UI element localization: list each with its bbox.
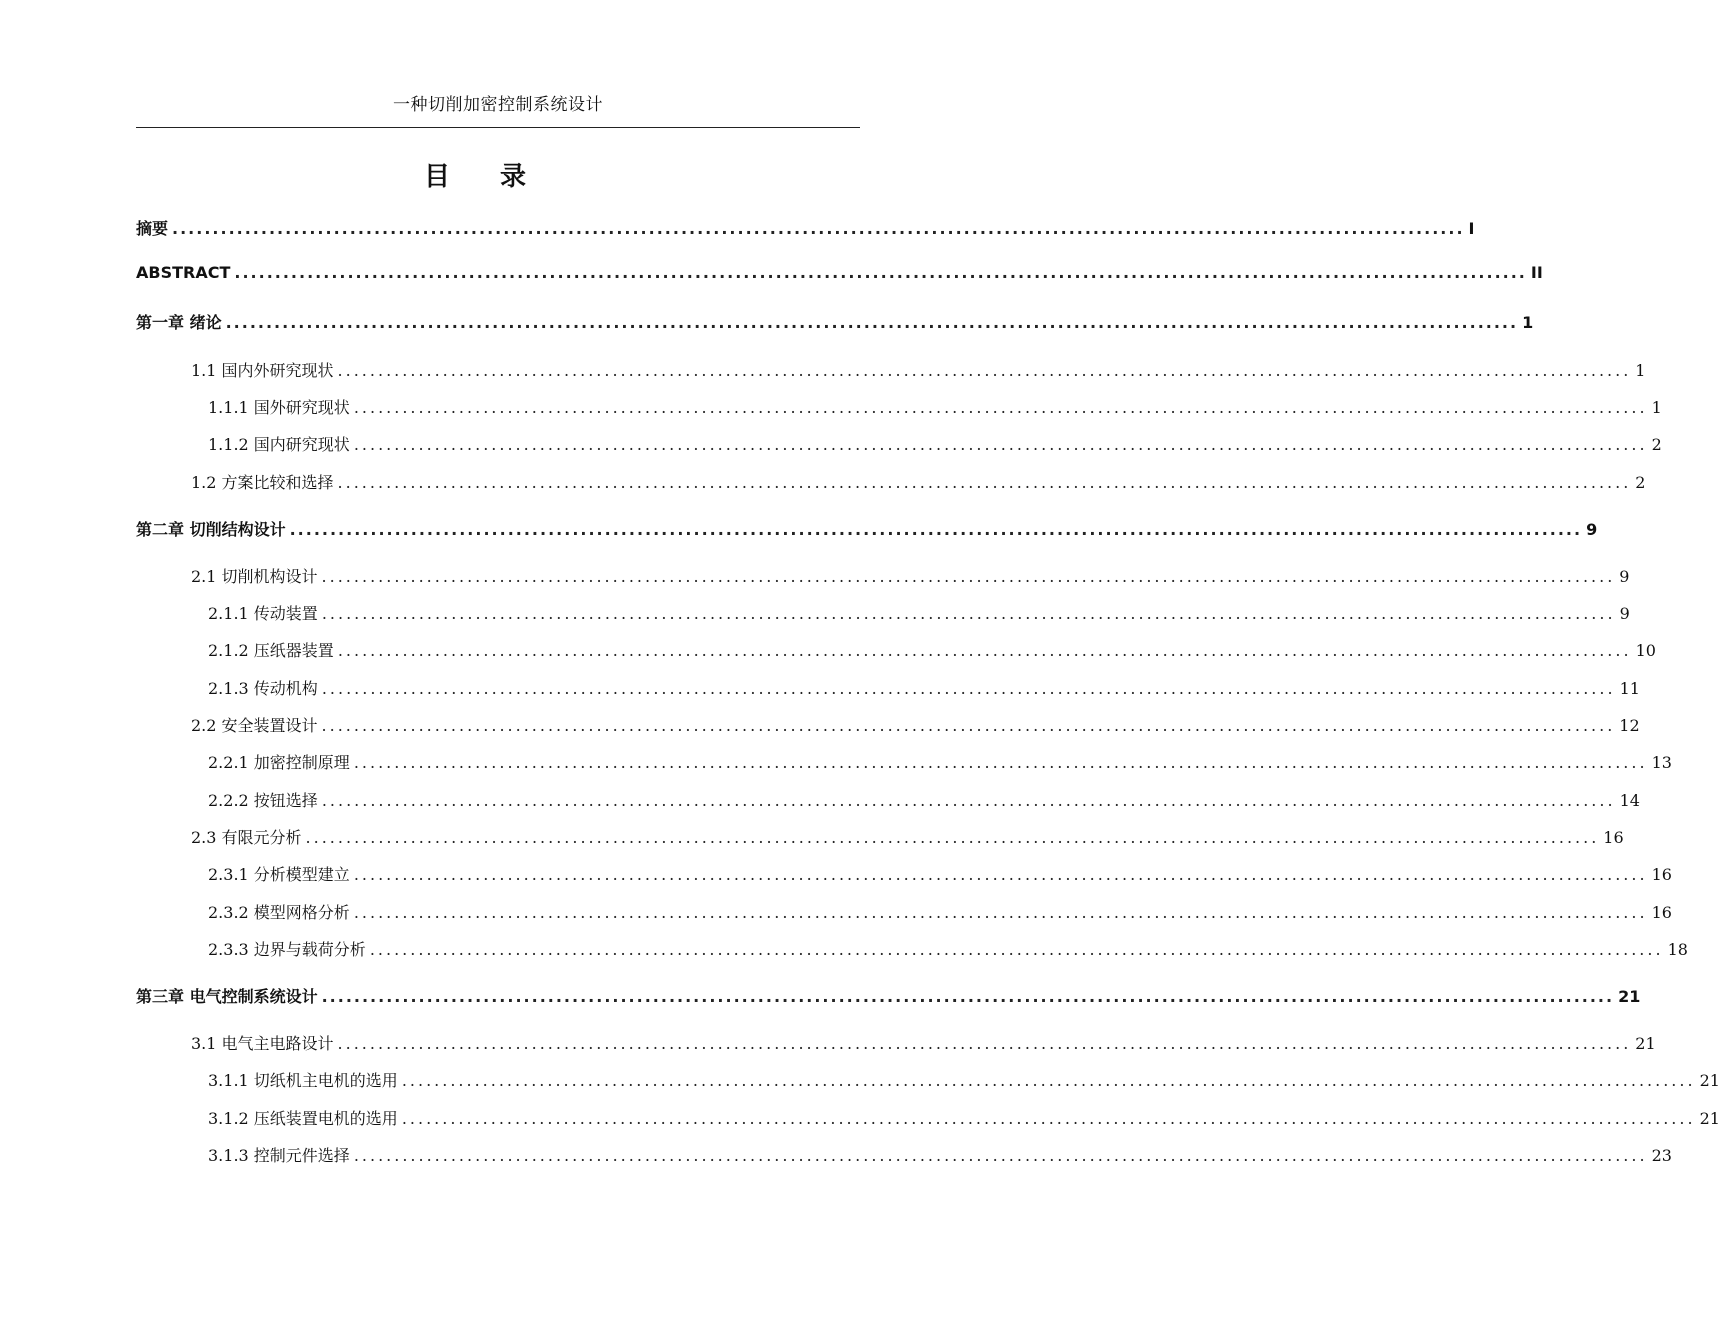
toc-dot-leader: ................................................................................................................................................................ (321, 791, 1616, 810)
toc-entry[interactable] (136, 310, 1534, 333)
toc-entry-label: 2.1.1 传动装置 (208, 604, 318, 623)
toc-entry-label: 2.1.3 传动机构 (208, 679, 318, 698)
toc-title-char-1: 目 (423, 162, 450, 192)
toc-entry-page-number: 21 (1699, 1109, 1720, 1128)
toc-entry[interactable] (136, 601, 1630, 624)
toc-entry[interactable] (136, 1031, 1656, 1054)
toc-entry[interactable] (136, 395, 1662, 418)
toc-entry-label: 2.3.3 边界与载荷分析 (208, 940, 366, 959)
toc-dot-leader: ................................................................................................................................................................ (289, 520, 1583, 539)
toc-entry-label: 2.2.2 按钮选择 (208, 791, 318, 810)
toc-entry-page-number: 16 (1651, 903, 1672, 922)
toc-entry-page-number: 11 (1619, 679, 1640, 698)
toc-entry-label: 2.3 有限元分析 (191, 828, 302, 847)
toc-entry-label: 第三章 电气控制系统设计 (136, 987, 318, 1006)
toc-entry[interactable] (136, 564, 1630, 587)
toc-entry-page-number: 1 (1651, 398, 1662, 417)
toc-entry-page-number: 2 (1651, 435, 1662, 454)
toc-title-char-2: 录 (500, 162, 527, 192)
toc-entry[interactable] (136, 900, 1672, 923)
toc-entry-label: 1.1.2 国内研究现状 (208, 435, 350, 454)
toc-entry-page-number: 21 (1699, 1071, 1720, 1090)
toc-entry[interactable] (136, 358, 1646, 381)
toc-entry-label: 1.2 方案比较和选择 (191, 473, 334, 492)
toc-entry[interactable] (136, 750, 1672, 773)
toc-dot-leader: ................................................................................................................................................................ (369, 940, 1664, 959)
toc-title (0, 156, 950, 193)
toc-entry-label: 2.3.1 分析模型建立 (208, 865, 350, 884)
toc-entry-label: 2.3.2 模型网格分析 (208, 903, 350, 922)
toc-dot-leader: ................................................................................................................................................................ (353, 435, 1648, 454)
toc-entry-page-number: 9 (1619, 567, 1630, 586)
toc-entry[interactable] (136, 1068, 1720, 1091)
toc-entry[interactable] (136, 470, 1646, 493)
toc-entry[interactable] (136, 984, 1641, 1007)
toc-dot-leader: ................................................................................................................................................................ (353, 1146, 1648, 1165)
toc-dot-leader: ................................................................................................................................................................ (353, 903, 1648, 922)
toc-entry[interactable] (136, 432, 1662, 455)
toc-dot-leader: ................................................................................................................................................................ (321, 604, 1616, 623)
header-rule (136, 127, 860, 128)
toc-entry[interactable] (136, 937, 1688, 960)
toc-dot-leader: ................................................................................................................................................................ (321, 987, 1615, 1006)
toc-entry-label: 3.1.1 切纸机主电机的选用 (208, 1071, 398, 1090)
toc-entry-page-number: 9 (1619, 604, 1630, 623)
toc-entry-label: 摘要 (136, 219, 169, 238)
toc-entry[interactable] (136, 1143, 1672, 1166)
toc-entry-label: 2.2 安全装置设计 (191, 716, 318, 735)
toc-entry[interactable] (136, 638, 1656, 661)
toc-entry[interactable] (136, 216, 1475, 239)
toc-entry-label: 第一章 绪论 (136, 313, 222, 332)
toc-entry-page-number: 13 (1651, 753, 1672, 772)
toc-dot-leader: ................................................................................................................................................................ (337, 641, 1632, 660)
toc-entry-page-number: 2 (1635, 473, 1646, 492)
toc-entry[interactable] (136, 788, 1640, 811)
toc-dot-leader: ................................................................................................................................................................ (353, 753, 1648, 772)
toc-entry-page-number: 1 (1635, 361, 1646, 380)
toc-entry-page-number: 23 (1651, 1146, 1672, 1165)
toc-entry[interactable] (136, 825, 1624, 848)
toc-dot-leader: ................................................................................................................................................................ (321, 567, 1616, 586)
toc-entry-page-number: I (1468, 219, 1475, 238)
toc-dot-leader: ................................................................................................................................................................ (321, 679, 1616, 698)
toc-entry-page-number: II (1530, 263, 1543, 282)
toc-dot-leader: ................................................................................................................................................................ (172, 219, 1465, 238)
toc-dot-leader: ................................................................................................................................................................ (353, 398, 1648, 417)
toc-entry-label: 3.1.3 控制元件选择 (208, 1146, 350, 1165)
toc-entry-page-number: 16 (1651, 865, 1672, 884)
toc-entry-label: 3.1.2 压纸装置电机的选用 (208, 1109, 398, 1128)
toc-entry-label: 2.1 切削机构设计 (191, 567, 318, 586)
toc-entry-label: ABSTRACT (136, 263, 231, 282)
toc-entry[interactable] (136, 263, 1543, 282)
toc-entry-label: 2.2.1 加密控制原理 (208, 753, 350, 772)
toc-dot-leader: ................................................................................................................................................................ (401, 1109, 1696, 1128)
toc-entry-page-number: 10 (1635, 641, 1656, 660)
toc-entry-page-number: 16 (1603, 828, 1624, 847)
toc-dot-leader: ................................................................................................................................................................ (337, 1034, 1632, 1053)
toc-dot-leader: ................................................................................................................................................................ (353, 865, 1648, 884)
toc-entry-page-number: 18 (1667, 940, 1688, 959)
toc-entry[interactable] (136, 676, 1640, 699)
toc-entry[interactable] (136, 713, 1640, 736)
toc-entry[interactable] (136, 862, 1672, 885)
toc-entry-page-number: 12 (1619, 716, 1640, 735)
toc-entry-page-number: 1 (1522, 313, 1534, 332)
toc-entry-label: 3.1 电气主电路设计 (191, 1034, 334, 1053)
toc-entry-label: 2.1.2 压纸器装置 (208, 641, 334, 660)
toc-entry-label: 1.1 国内外研究现状 (191, 361, 334, 380)
toc-dot-leader: ................................................................................................................................................................ (321, 716, 1616, 735)
page-header-title: 一种切削加密控制系统设计 (393, 95, 603, 115)
toc-dot-leader: ................................................................................................................................................................ (337, 473, 1632, 492)
toc-dot-leader: ................................................................................................................................................................ (234, 263, 1527, 282)
toc-entry[interactable] (136, 1106, 1720, 1129)
toc-entry-page-number: 21 (1618, 987, 1641, 1006)
toc-dot-leader: ................................................................................................................................................................ (337, 361, 1632, 380)
toc-dot-leader: ................................................................................................................................................................ (305, 828, 1600, 847)
toc-entry-page-number: 9 (1586, 520, 1598, 539)
toc-entry[interactable] (136, 517, 1598, 540)
toc-dot-leader: ................................................................................................................................................................ (225, 313, 1519, 332)
toc-entry-page-number: 21 (1635, 1034, 1656, 1053)
toc-entry-page-number: 14 (1619, 791, 1640, 810)
toc-entry-label: 1.1.1 国外研究现状 (208, 398, 350, 417)
toc-dot-leader: ................................................................................................................................................................ (401, 1071, 1696, 1090)
toc-entry-label: 第二章 切削结构设计 (136, 520, 286, 539)
